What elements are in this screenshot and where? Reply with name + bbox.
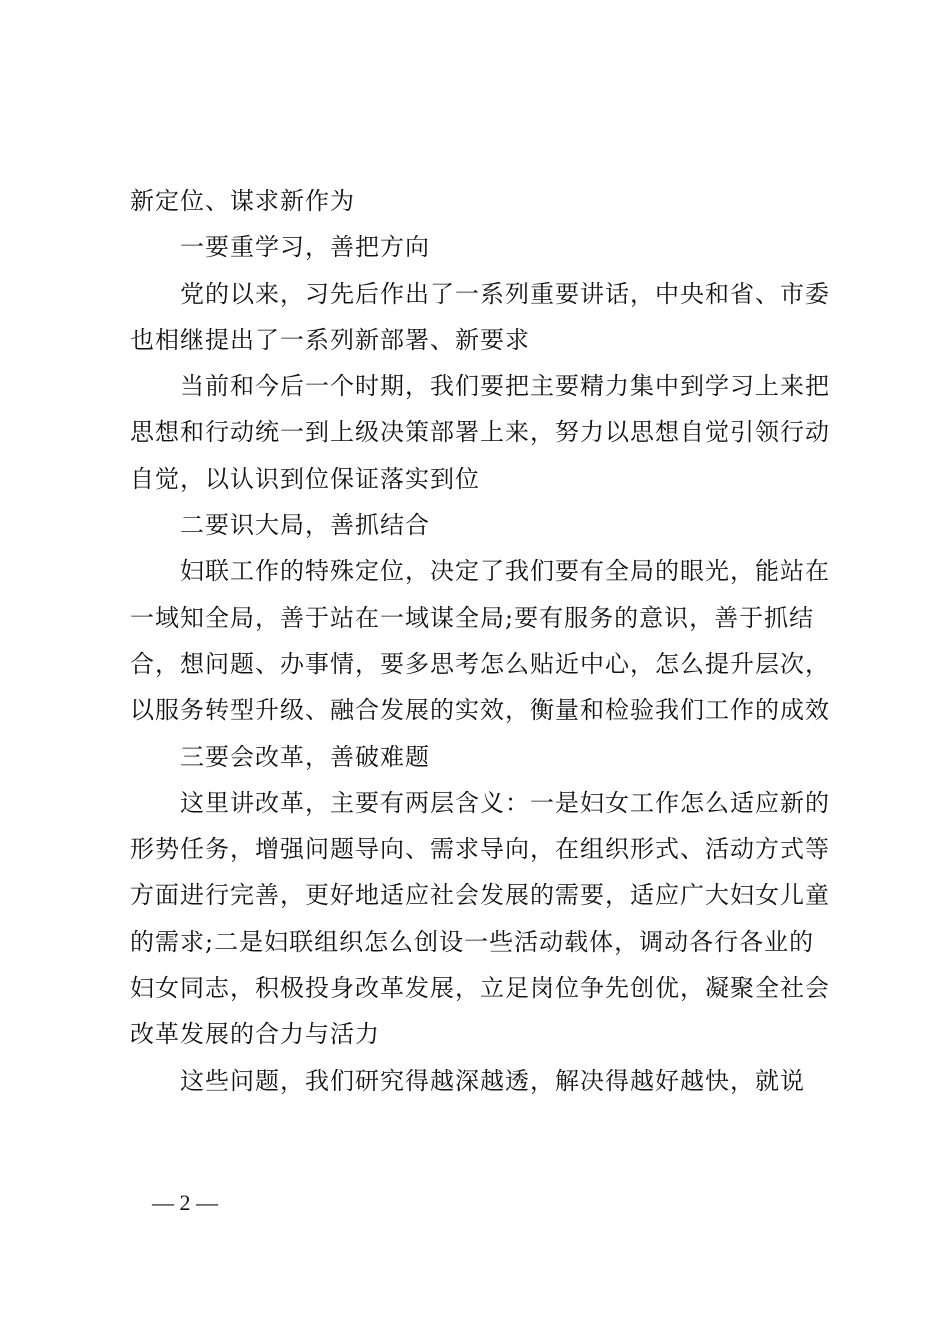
paragraph-4: 当前和今后一个时期，我们要把主要精力集中到学习上来把思想和行动统一到上级决策部署上来，努力以思想自觉引领行动自觉，以认识到位保证落实到位 xyxy=(130,372,830,493)
heading-study: 一要重学习，善把方向 xyxy=(180,233,430,262)
paragraph-6: 妇联工作的特殊定位，决定了我们要有全局的眼光，能站在一域知全局，善于站在一域谋全局;要有服务的意识，善于抓结合，想问题、办事情，要多思考怎么贴近中心，怎么提升层次，以服务转型升级、融合发展的实效，衡量和检验我们工作的成效 xyxy=(130,557,830,725)
paragraph-3: 党的以来，习先后作出了一系列重要讲话，中央和省、市委也相继提出了一系列新部署、新要求 xyxy=(130,279,830,354)
page-number: — 2 — xyxy=(152,1190,218,1215)
document-body xyxy=(130,178,830,1104)
paragraph-8: 这里讲改革，主要有两层含义：一是妇女工作怎么适应新的形势任务，增强问题导向、需求导向，在组织形式、活动方式等方面进行完善，更好地适应社会发展的需要，适应广大妇女儿童的需求;二是妇联组织怎么创设一些活动载体，调动各行各业的妇女同志，积极投身改革发展，立足岗位争先创优，凝聚全社会改革发展的合力与活力 xyxy=(130,788,830,1049)
paragraph-9: 这些问题，我们研究得越深越透，解决得越好越快，就说 xyxy=(180,1066,805,1095)
heading-overall: 二要识大局，善抓结合 xyxy=(180,511,430,540)
heading-reform: 三要会改革，善破难题 xyxy=(180,742,430,771)
paragraph-1: 新定位、谋求新作为 xyxy=(130,187,355,215)
